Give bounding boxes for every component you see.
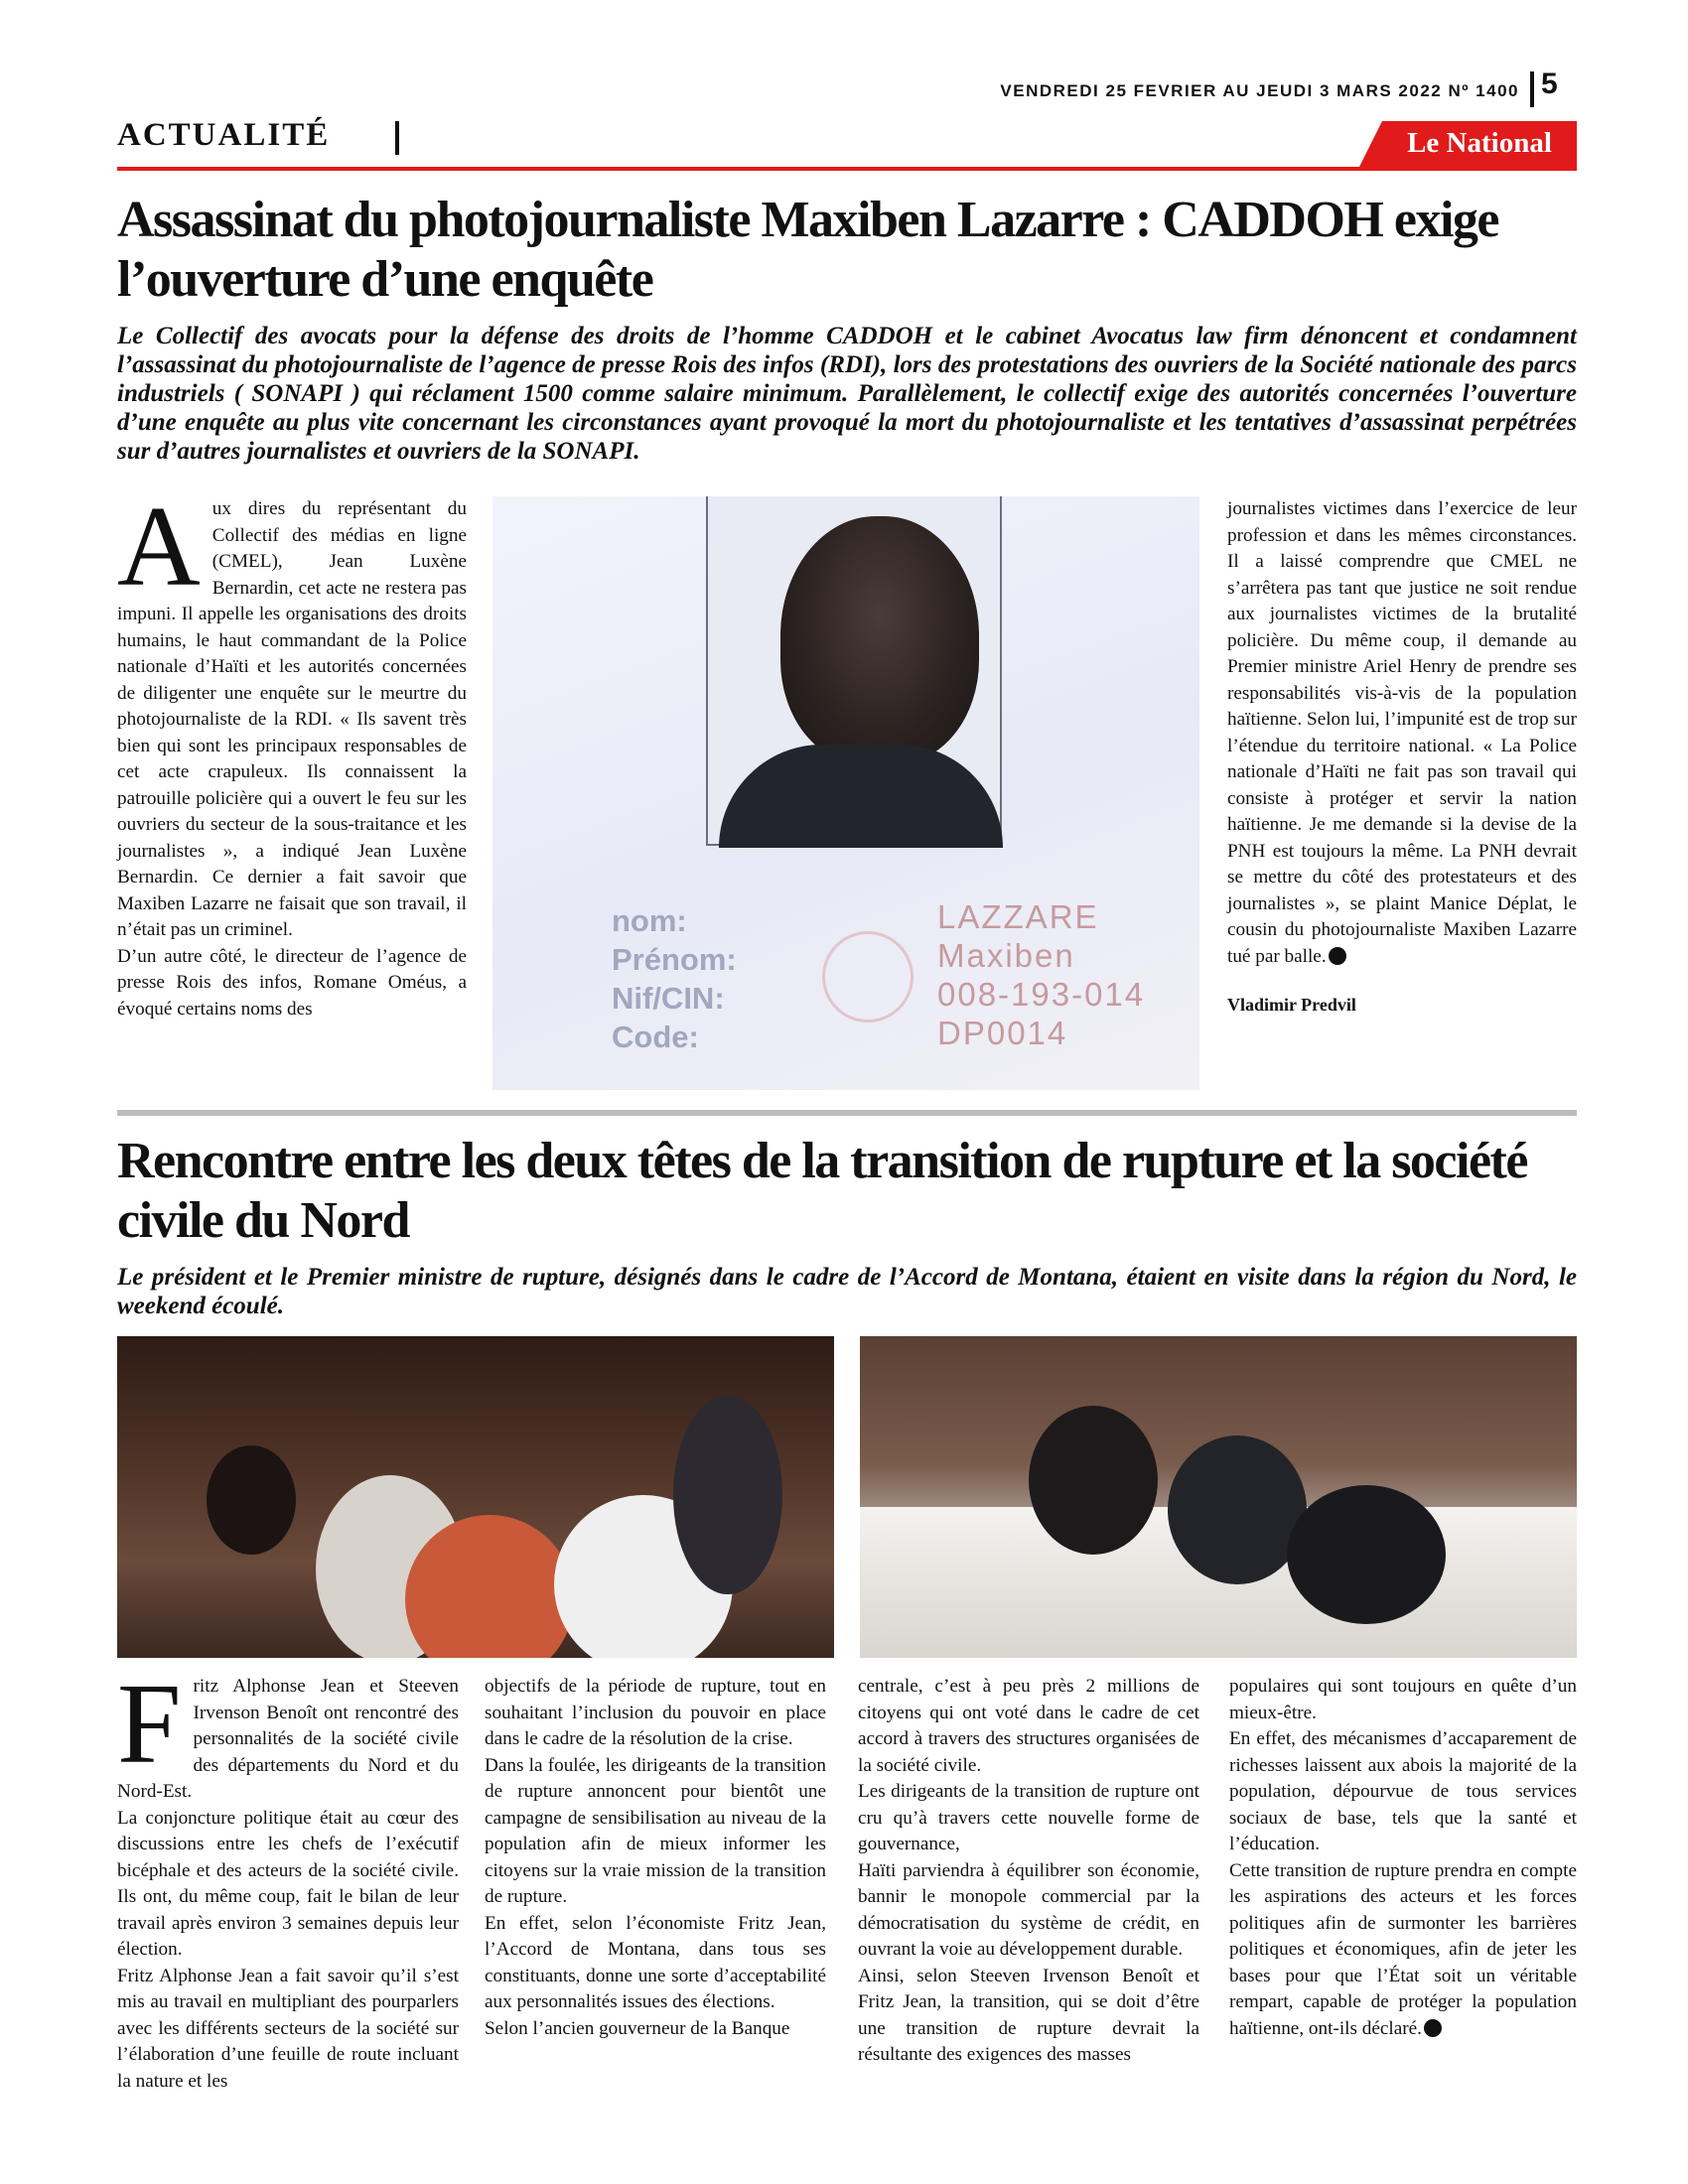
id-field-nom: nom: — [612, 903, 687, 938]
article2-paragraph: Haïti parviendra à équilibrer son économie, bannir le monopole commercial par la démocratisation du système de crédit, en ouvrant la voie au développement durable. — [858, 1859, 1199, 1960]
meeting-audience-photo — [117, 1336, 834, 1658]
article1-lede: Le Collectif des avocats pour la défense des droits de l’homme CADDOH et le cabinet Avocatus law firm dénoncent et condamnent l’assassinat du photojournaliste de l’agence de presse Rois des infos (RDI), lors des protestations des ouvriers de la Société nationale des parcs industriels ( SONAPI ) qui réclament 1500 comme salaire minimum. Parallèlement, le collectif exige des autorités concernées l’ouverture d’une enquête au plus vite concernant les circonstances ayant provoqué la mort du photojournaliste et les tentatives d’assassinat perpétrées sur d’autres journalistes et ouvriers de la SONAPI. — [117, 323, 1577, 465]
photo-figure — [1029, 1406, 1158, 1555]
end-mark-icon — [1329, 947, 1346, 965]
id-field-code: Code: — [612, 1020, 699, 1054]
id-value-code: DP0014 — [937, 1015, 1068, 1051]
article1-column-right — [1227, 496, 1577, 1019]
article1-paragraph: D’un autre côté, le directeur de l’agence de presse Rois des infos, Romane Oméus, a évoqué certains noms des — [117, 945, 467, 1020]
photo-figure — [207, 1445, 296, 1555]
id-field-labels — [612, 901, 737, 1056]
article2-paragraph: Cette transition de rupture prendra en compte les aspirations des acteurs et les forces politiques afin de surmonter les barrières politiques et économiques, afin de jeter les bases pour que l’État soit un véritable rempart, capable de protéger la population haïtienne, ont-ils déclaré. — [1229, 1859, 1577, 2039]
article2-paragraph: ritz Alphonse Jean et Steeven Irvenson Benoît ont rencontré des personnalités de la société civile des départements du Nord et du Nord-Est. — [117, 1676, 459, 1802]
stamp-mark — [822, 931, 914, 1023]
article2-paragraph: Fritz Alphonse Jean a fait savoir qu’il s’est mis au travail en multipliant des pourparlers avec les différents secteurs de la société sur l’élaboration d’une feuille de route incluant la nature et les — [117, 1965, 459, 2092]
page-number: 5 — [1541, 68, 1558, 100]
photo-figure — [1287, 1485, 1446, 1624]
id-field-nif: Nif/CIN: — [612, 981, 725, 1016]
article1-column-left — [117, 483, 467, 1023]
article2-paragraph: Ainsi, selon Steeven Irvenson Benoît et Fritz Jean, la transition, qui se doit d’être une transition de rupture devrait la résultante des exigences des masses — [858, 1965, 1199, 2065]
id-field-prenom: Prénom: — [612, 942, 737, 977]
officials-table-photo — [860, 1336, 1577, 1658]
article1-paragraph: journalistes victimes dans l’exercice de leur profession et dans les mêmes circonstances. Il a laissé comprendre que CMEL ne s’arrêtera pas tant que justice ne soit rendue aux journalistes victimes de la brutalité policière. Du même coup, il demande au Premier ministre Ariel Henry de prendre ses responsabilités vis-à-vis de la population haïtienne. Selon lui, l’impunité est de trop sur l’étendue du territoire national. « La Police nationale d’Haïti ne fait pas son travail qui consiste à protéger et servir la nation haïtienne. Je me demande si la devise de la PNH est toujours la même. La PNH devrait se mettre du côté des protestateurs et des journalistes », se plaint Manice Déplat, le cousin du photojournaliste Maxiben Lazarre tué par balle. — [1227, 498, 1577, 967]
article2-paragraph: populaires qui sont toujours en quête d’un mieux-être. — [1229, 1676, 1577, 1723]
article2-column-1 — [117, 1661, 459, 2095]
section-title: ACTUALITÉ — [117, 117, 331, 153]
portrait-head — [780, 516, 979, 764]
id-value-prenom: Maxiben — [937, 937, 1075, 974]
header-divider — [1530, 71, 1534, 107]
article2-paragraph: La conjoncture politique était au cœur des discussions entre les chefs de l’exécutif bicéphale et des acteurs de la société civile. Ils ont, du même coup, fait le bilan de leur travail après environ 3 semaines depuis leur élection. — [117, 1807, 459, 1960]
header-rule — [117, 167, 1577, 171]
end-mark-icon — [1424, 2019, 1442, 2037]
article2-paragraph: Dans la foulée, les dirigeants de la transition de rupture annoncent pour bientôt une campagne de sensibilisation au niveau de la population afin de mieux informer les citoyens sur la vraie mission de la transition de rupture. — [485, 1754, 826, 1907]
article2-column-3 — [858, 1674, 1199, 2069]
article2-headline: Rencontre entre les deux têtes de la transition de rupture et la société civile du Nord — [117, 1133, 1527, 1249]
article2-paragraph: En effet, selon l’économiste Fritz Jean, l’Accord de Montana, dans tous ses constituants, donne une sorte d’acceptabilité aux personnalités issues des élections. — [485, 1912, 826, 2012]
id-value-nom: LAZZARE — [937, 898, 1099, 935]
article2-column-4 — [1229, 1674, 1577, 2042]
article2-paragraph: Les dirigeants de la transition de rupture ont cru qu’à travers cette nouvelle forme de gouvernance, — [858, 1781, 1199, 1854]
article2-paragraph: Selon l’ancien gouverneur de la Banque — [485, 2017, 790, 2039]
article1-byline: Vladimir Predvil — [1227, 995, 1356, 1015]
article1-paragraph: ux dires du représentant du Collectif des médias en ligne (CMEL), Jean Luxène Bernardin, cet acte ne restera pas impuni. Il appelle les organisations des droits humains, le haut commandant de la Police nationale d’Haïti et les autorités concernées de diligenter une enquête sur le meurtre du photojournaliste de la RDI. « Ils savent très bien qui sont les principaux responsables de cet acte crapuleux. Ils connaissent la patrouille policière qui a ouvert le feu sur les ouvriers du secteur de la sous-traitance et les journalistes », a indiqué Jean Luxène Bernardin. Ce dernier a fait savoir que Maxiben Lazarre ne faisait que son travail, il n’était pas un criminel. — [117, 498, 467, 940]
article1-dropcap: A — [117, 483, 201, 611]
newspaper-brand: Le National — [1407, 127, 1552, 159]
id-value-nif: 008-193-014 — [937, 976, 1146, 1013]
article2-dropcap: F — [117, 1661, 182, 1788]
id-card-photo — [492, 496, 1199, 1090]
id-field-values — [937, 897, 1145, 1052]
section-divider — [395, 121, 399, 155]
photo-figure — [1168, 1435, 1307, 1584]
article2-paragraph: En effet, des mécanismes d’accaparement de richesses laissent aux abois la majorité de la population, dépourvue de tous services sociaux de base, tels que la santé et l’éducation. — [1229, 1728, 1577, 1854]
issue-date-line: VENDREDI 25 FEVRIER AU JEUDI 3 MARS 2022 Nº 1400 — [1000, 81, 1519, 100]
article1-headline: Assassinat du photojournaliste Maxiben Lazarre : CADDOH exige l’ouverture d’une enquête — [117, 192, 1498, 308]
article2-lede: Le président et le Premier ministre de rupture, désignés dans le cadre de l’Accord de Montana, étaient en visite dans la région du Nord, le weekend écoulé. — [117, 1264, 1577, 1319]
article2-column-2 — [485, 1674, 826, 2042]
article-divider — [117, 1110, 1577, 1116]
photo-figure — [673, 1396, 782, 1594]
article2-paragraph: objectifs de la période de rupture, tout en souhaitant l’inclusion du pouvoir en place dans le cadre de la résolution de la crise. — [485, 1676, 826, 1749]
article2-paragraph: centrale, c’est à peu près 2 millions de citoyens qui ont voté dans le cadre de cet accord à travers des structures organisées de la société civile. — [858, 1676, 1199, 1776]
